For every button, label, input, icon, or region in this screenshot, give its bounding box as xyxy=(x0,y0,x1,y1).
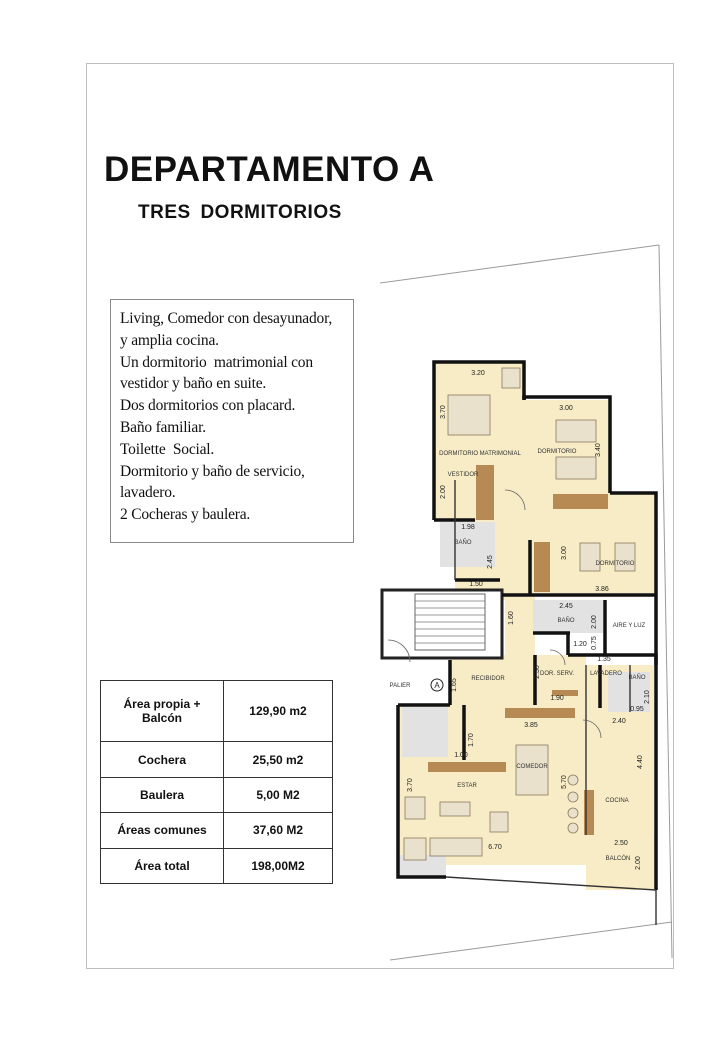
dimension: 1.20 xyxy=(573,641,587,648)
room-label: BAÑO xyxy=(557,618,575,624)
dimension: 3.86 xyxy=(595,586,609,593)
room-label: DORMITORIO xyxy=(595,561,635,567)
dimension: 2.50 xyxy=(614,840,628,847)
dimension: 1.50 xyxy=(469,581,483,588)
feature-line: vestidor y baño en suite. xyxy=(120,375,267,393)
dimension: 2.00 xyxy=(635,856,642,870)
feature-line: Living, Comedor con desayunador, xyxy=(120,310,333,327)
feature-line: y amplia cocina. xyxy=(120,331,219,349)
area-value: 25,50 m2 xyxy=(224,742,333,777)
dimension: 3.20 xyxy=(471,370,485,377)
room-label: DORMITORIO xyxy=(537,449,577,455)
room-label: COCINA xyxy=(605,798,629,804)
room-label: LAVADERO xyxy=(590,671,622,677)
dimension: 1.60 xyxy=(508,611,515,625)
dimension: 2.00 xyxy=(440,485,447,499)
dimension: 0.75 xyxy=(591,636,598,650)
feature-line: Baño familiar. xyxy=(120,418,206,436)
room-label: COMEDOR xyxy=(516,764,548,770)
dimension: 1.35 xyxy=(597,656,611,663)
dimension: 3.70 xyxy=(407,778,414,792)
feature-line: Dos dormitorios con placard. xyxy=(120,397,296,415)
feature-line: lavadero. xyxy=(120,484,176,502)
dimension: 3.85 xyxy=(524,722,538,729)
dimension: 1.65 xyxy=(451,678,458,692)
feature-line: 2 Cocheras y baulera. xyxy=(120,506,251,524)
page-subtitle: TRES DORMITORIOS xyxy=(138,202,342,223)
dimension: 3.40 xyxy=(595,443,602,457)
dimension: 3.00 xyxy=(559,405,573,412)
room-label: VESTIDOR xyxy=(447,472,479,478)
palier-marker-label: A xyxy=(434,681,440,690)
area-label: Área total xyxy=(101,848,224,883)
feature-line: Un dormitorio matrimonial con xyxy=(120,353,313,371)
room-label: BAÑO xyxy=(454,540,472,546)
dimension: 1.98 xyxy=(461,524,475,531)
room-label: PALIER xyxy=(389,683,411,689)
dimension: 1.70 xyxy=(468,733,475,747)
dimension: 5.70 xyxy=(561,775,568,789)
area-label: Áreas comunes xyxy=(101,813,224,848)
room-label: AIRE Y LUZ xyxy=(612,623,646,629)
area-value: 37,60 M2 xyxy=(224,813,333,848)
feature-line: Dormitorio y baño de servicio, xyxy=(120,462,305,480)
dimension: 2.45 xyxy=(559,603,573,610)
dimension: 3.00 xyxy=(561,546,568,560)
room-label: BALCÓN xyxy=(605,856,631,862)
area-value: 129,90 m2 xyxy=(224,681,333,742)
dimension: 2.30 xyxy=(534,665,541,679)
area-label: Cochera xyxy=(101,742,224,777)
area-value: 198,00M2 xyxy=(224,848,333,883)
dimension: 2.40 xyxy=(612,718,626,725)
room-label: ESTAR xyxy=(457,783,477,789)
dimension: 6.70 xyxy=(488,844,502,851)
dimension: 0.95 xyxy=(630,706,644,713)
dimension: 1.90 xyxy=(550,695,564,702)
dimension: 1.00 xyxy=(454,752,468,759)
dimension: 3.70 xyxy=(440,405,447,419)
feature-line: Toilette Social. xyxy=(120,440,215,458)
room-label: DORMITORIO MATRIMONIAL xyxy=(439,451,521,457)
page-title: DEPARTAMENTO A xyxy=(104,150,435,189)
room-label: DOR. SERV. xyxy=(539,671,575,677)
palier-marker xyxy=(431,679,443,691)
dimension: 2.10 xyxy=(644,690,651,704)
dimension: 2.45 xyxy=(487,555,494,569)
area-value: 5,00 M2 xyxy=(224,777,333,812)
area-label: Baulera xyxy=(101,777,224,812)
room-label: RECIBIDOR xyxy=(471,676,505,682)
area-label: Área propia + Balcón xyxy=(101,681,224,742)
dimension: 4.40 xyxy=(637,755,644,769)
dimension: 2.00 xyxy=(591,615,598,629)
room-label: BAÑO xyxy=(628,675,646,681)
stair-core xyxy=(382,590,502,658)
